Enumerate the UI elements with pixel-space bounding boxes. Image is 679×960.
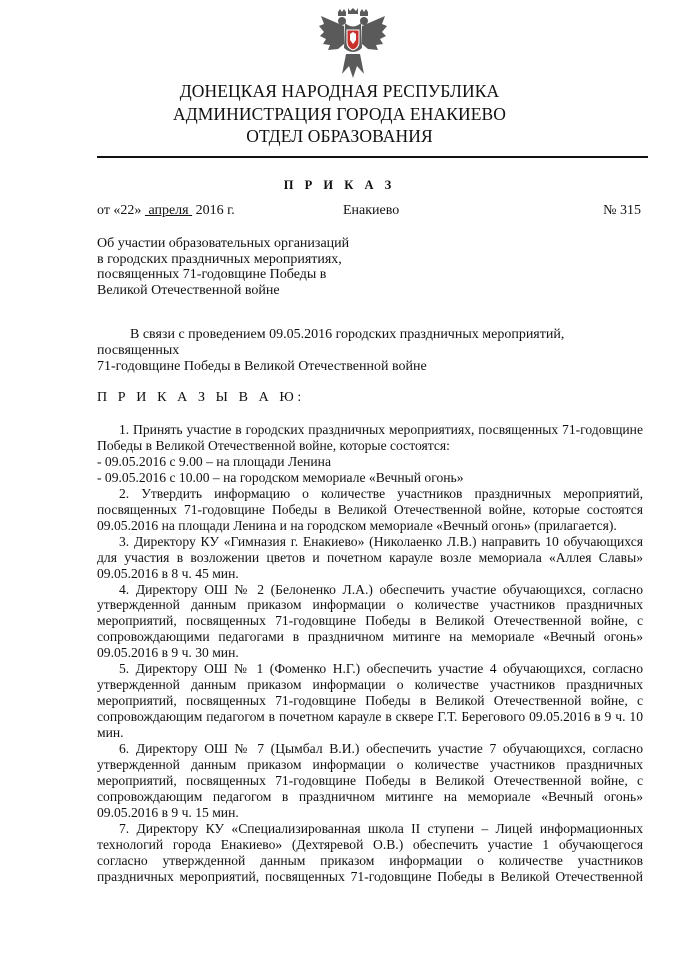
document-title: П Р И К А З bbox=[283, 178, 396, 192]
event-item-2: - 09.05.2016 с 10.00 – на городском мемориале «Вечный огонь» bbox=[97, 469, 464, 485]
order-paragraph-4: 4. Директору ОШ № 2 (Белоненко Л.А.) обеспечить участие обучающихся, согласно утвержденной данным приказом информации о количестве участников праздничных мероприятий, посвященных 71-годовщине Победы в Великой Отечественной войне, с сопровождающими педагогами в праздничном митинге на мемориале «Вечный огонь» 09.05.2016 в 9 ч. 30 мин. bbox=[97, 581, 643, 661]
order-paragraph-1: 1. Принять участие в городских праздничных мероприятиях, посвященных 71-годовщине Победы в Великой Отечественной войне, которые состоятся: bbox=[97, 422, 643, 453]
order-paragraph-3: 3. Директору КУ «Гимназия г. Енакиево» (Николаенко Л.В.) направить 10 обучающихся для участия в возложении цветов и почетном карауле возле мемориала «Аллея Славы» 09.05.2016 в 8 ч. 45 мин. bbox=[97, 533, 643, 581]
document-preamble bbox=[97, 327, 642, 376]
preamble-line: 71-годовщине Победы в Великой Отечественной войне bbox=[97, 359, 427, 375]
header-administration: АДМИНИСТРАЦИЯ ГОРОДА ЕНАКИЕВО bbox=[172, 104, 507, 124]
order-heading: П Р И К А З Ы В А Ю: bbox=[97, 390, 305, 405]
document-body bbox=[97, 422, 643, 885]
order-paragraph-2: 2. Утвердить информацию о количестве участников праздничных мероприятий, посвященных 71-годовщине Победы в Великой Отечественной войне, которые состоятся 09.05.2016 на площади Ленина и на городском мемориале «Вечный огонь» (прилагается). bbox=[97, 485, 643, 533]
document-date: от «22» апреля 2016 г. bbox=[97, 203, 235, 218]
subject-line: посвященных 71-годовщине Победы в bbox=[97, 267, 327, 283]
order-paragraph-6: 6. Директору ОШ № 7 (Цымбал В.И.) обеспечить участие 7 обучающихся, согласно утвержденной данным приказом информации о количестве участников праздничных мероприятий, посвященных 71-годовщине Победы в Великой Отечественной войне, с сопровождающим педагогом в праздничном митинге на мемориале «Вечный огонь» 09.05.2016 в 9 ч. 15 мин. bbox=[97, 741, 643, 820]
document-subject bbox=[97, 236, 397, 298]
header-republic: ДОНЕЦКАЯ НАРОДНАЯ РЕСПУБЛИКА bbox=[179, 81, 500, 101]
document-number: № 315 bbox=[603, 203, 641, 218]
order-paragraph-7: 7. Директору КУ «Специализированная школа II ступени – Лицей информационных технологий города Енакиево» (Дехтяревой О.В.) обеспечить участие 1 обучающегося согласно утвержденной данным приказом информации о количестве участников праздничных мероприятий, посвященных 71-годовщине Победы в Великой Отечественной bbox=[97, 820, 643, 884]
preamble-line: В связи с проведением 09.05.2016 городских праздничных мероприятий, посвященных bbox=[97, 327, 565, 359]
coat-of-arms-icon bbox=[318, 8, 388, 82]
subject-line: в городских праздничных мероприятиях, bbox=[97, 251, 342, 267]
subject-line: Об участии образовательных организаций bbox=[97, 236, 350, 251]
document-city: Енакиево bbox=[343, 203, 400, 218]
header-divider bbox=[97, 156, 648, 158]
order-paragraph-5: 5. Директору ОШ № 1 (Фоменко Н.Г.) обеспечить участие 4 обучающихся, согласно утвержденной данным приказом информации о количестве участников праздничных мероприятий, посвященных 71-годовщине Победы в Великой Отечественной войне, с сопровождающим педагогом в почетном карауле в сквере Г.Т. Берегового 09.05.2016 в 9 ч. 10 мин. bbox=[97, 661, 643, 741]
event-item-1: - 09.05.2016 с 9.00 – на площади Ленина bbox=[97, 453, 331, 469]
header-department: ОТДЕЛ ОБРАЗОВАНИЯ bbox=[246, 126, 433, 146]
subject-line: Великой Отечественной войне bbox=[97, 282, 280, 298]
